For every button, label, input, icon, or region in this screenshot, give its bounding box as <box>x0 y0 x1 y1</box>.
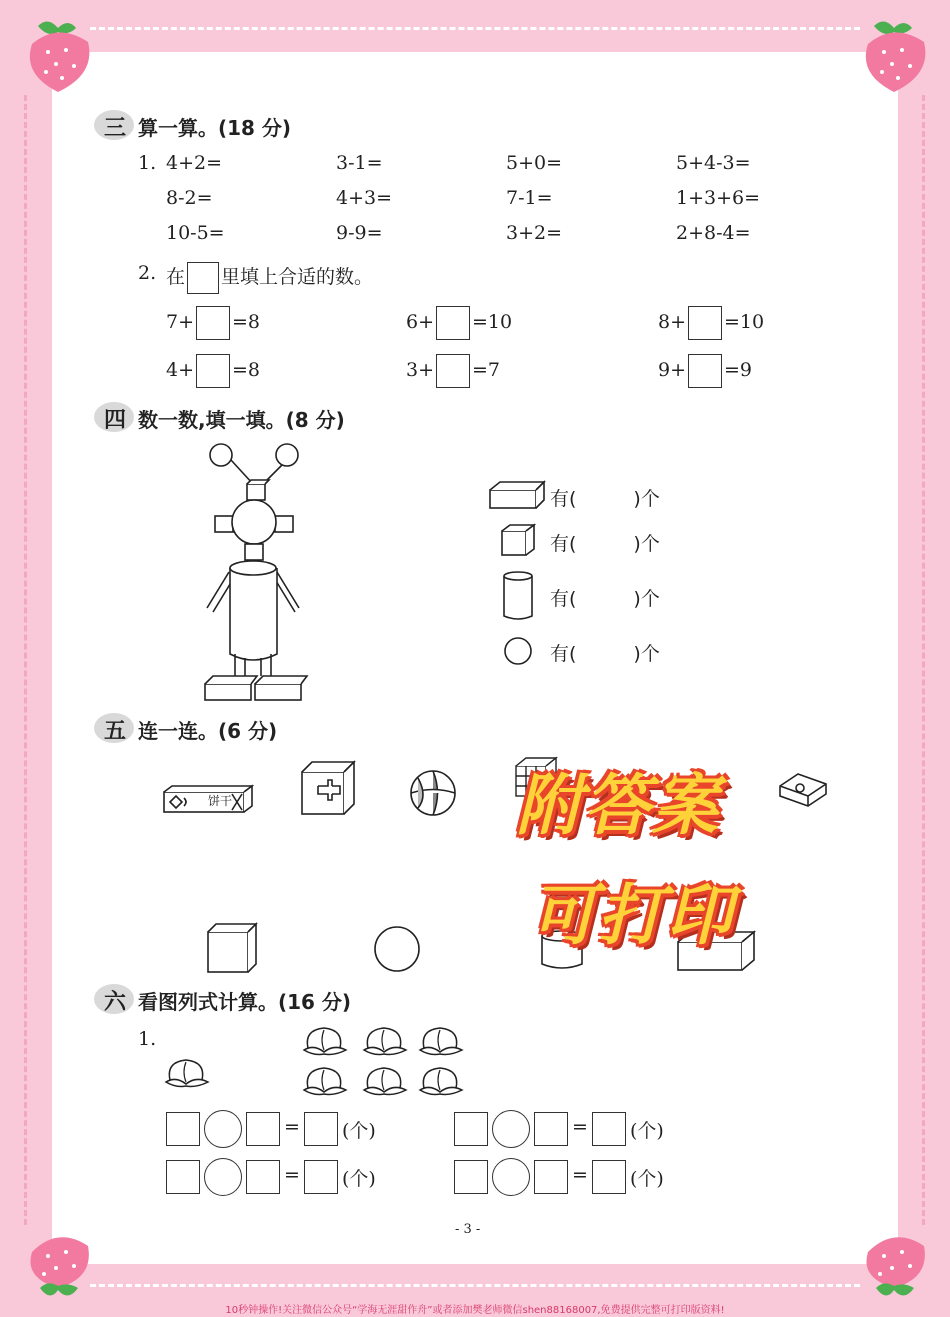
section-title: 算一算。(18 分) <box>138 116 292 140</box>
fill-blank-item: 9+ =9 <box>658 354 752 388</box>
answer-box[interactable] <box>436 306 470 340</box>
pencil-sharpener-picture <box>778 770 828 810</box>
bottom-dashed-border <box>90 1284 860 1287</box>
answer-box[interactable] <box>454 1160 488 1194</box>
unit-label: (个) <box>342 1120 376 1142</box>
cube-icon <box>500 523 536 557</box>
operator-circle[interactable] <box>204 1158 242 1196</box>
question-text: 在 里填上合适的数。 <box>166 262 373 294</box>
answer-box[interactable] <box>534 1160 568 1194</box>
math-problem: 5+0= <box>506 152 563 174</box>
shape-robot-figure <box>195 440 325 705</box>
answer-box[interactable] <box>534 1112 568 1146</box>
math-problem: 2+8-4= <box>676 222 751 244</box>
math-problem: 1+3+6= <box>676 187 761 209</box>
section-title: 数一数,填一填。(8 分) <box>138 408 345 432</box>
fill-blank-item: 6+ =10 <box>406 306 512 340</box>
strawberry-icon <box>18 1222 98 1302</box>
ball-picture <box>408 768 458 818</box>
operator-circle[interactable] <box>492 1110 530 1148</box>
operator-circle[interactable] <box>204 1110 242 1148</box>
math-problem: 5+4-3= <box>676 152 751 174</box>
strawberry-icon <box>854 14 934 94</box>
answer-box[interactable] <box>166 1112 200 1146</box>
fill-blank-item: 8+ =10 <box>658 306 764 340</box>
count-blank: 有( )个 <box>550 488 660 510</box>
count-blank: 有( )个 <box>550 588 660 610</box>
overlay-text-printable: 可打印 <box>530 877 734 954</box>
math-problem: 10-5= <box>166 222 225 244</box>
strawberry-icon <box>854 1222 934 1302</box>
left-dashed-border <box>24 95 27 1225</box>
section-badge: 三 <box>94 110 134 140</box>
question-number: 2. <box>138 262 157 284</box>
sphere-icon <box>372 924 422 974</box>
section-title: 看图列式计算。(16 分) <box>138 990 352 1014</box>
answer-box[interactable] <box>246 1112 280 1146</box>
answer-box[interactable] <box>688 354 722 388</box>
answer-box[interactable] <box>304 1160 338 1194</box>
sphere-icon <box>503 636 533 666</box>
answer-box[interactable] <box>196 354 230 388</box>
biscuit-box-picture <box>162 784 254 814</box>
footer-notice: 10秒钟操作!关注微信公众号“学海无涯甜作舟”或者添加樊老师微信shen88168007,免费提供完整可打印版资料! <box>225 1305 725 1316</box>
unit-label: (个) <box>342 1168 376 1190</box>
unit-label: (个) <box>630 1120 664 1142</box>
answer-box[interactable] <box>196 306 230 340</box>
answer-box[interactable] <box>304 1112 338 1146</box>
strawberry-icon <box>18 14 98 94</box>
biscuit-label: 饼干 <box>208 794 233 808</box>
fill-blank-item: 7+ =8 <box>166 306 260 340</box>
peaches-picture <box>160 1020 480 1104</box>
fill-blank-item: 4+ =8 <box>166 354 260 388</box>
cuboid-icon <box>488 480 546 512</box>
answer-box[interactable] <box>688 306 722 340</box>
answer-box[interactable] <box>592 1160 626 1194</box>
answer-box[interactable] <box>436 354 470 388</box>
top-dashed-border <box>90 27 860 30</box>
math-problem: 7-1= <box>506 187 553 209</box>
operator-circle[interactable] <box>492 1158 530 1196</box>
equals-sign: = <box>572 1116 588 1138</box>
overlay-text-answers-included: 附答案 <box>516 767 720 844</box>
cube-icon <box>206 922 258 974</box>
section-badge: 六 <box>94 984 134 1014</box>
answer-box[interactable] <box>166 1160 200 1194</box>
equals-sign: = <box>284 1116 300 1138</box>
math-problem: 3+2= <box>506 222 563 244</box>
math-problem: 8-2= <box>166 187 213 209</box>
answer-box[interactable] <box>187 262 219 294</box>
count-blank: 有( )个 <box>550 643 660 665</box>
question-number: 1. <box>138 1028 157 1050</box>
math-problem: 3-1= <box>336 152 383 174</box>
equals-sign: = <box>284 1164 300 1186</box>
answer-box[interactable] <box>454 1112 488 1146</box>
equals-sign: = <box>572 1164 588 1186</box>
page-number: - 3 - <box>455 1222 481 1237</box>
medicine-box-picture <box>300 760 356 816</box>
unit-label: (个) <box>630 1168 664 1190</box>
fill-blank-item: 3+ =7 <box>406 354 500 388</box>
count-blank: 有( )个 <box>550 533 660 555</box>
answer-box[interactable] <box>246 1160 280 1194</box>
answer-box[interactable] <box>592 1112 626 1146</box>
section-badge: 五 <box>94 713 134 743</box>
question-number: 1. <box>138 152 157 174</box>
math-problem: 4+3= <box>336 187 393 209</box>
math-problem: 4+2= <box>166 152 223 174</box>
section-title: 连一连。(6 分) <box>138 719 278 743</box>
section-badge: 四 <box>94 402 134 432</box>
math-problem: 9-9= <box>336 222 383 244</box>
right-dashed-border <box>922 95 925 1225</box>
cylinder-icon <box>502 570 534 622</box>
